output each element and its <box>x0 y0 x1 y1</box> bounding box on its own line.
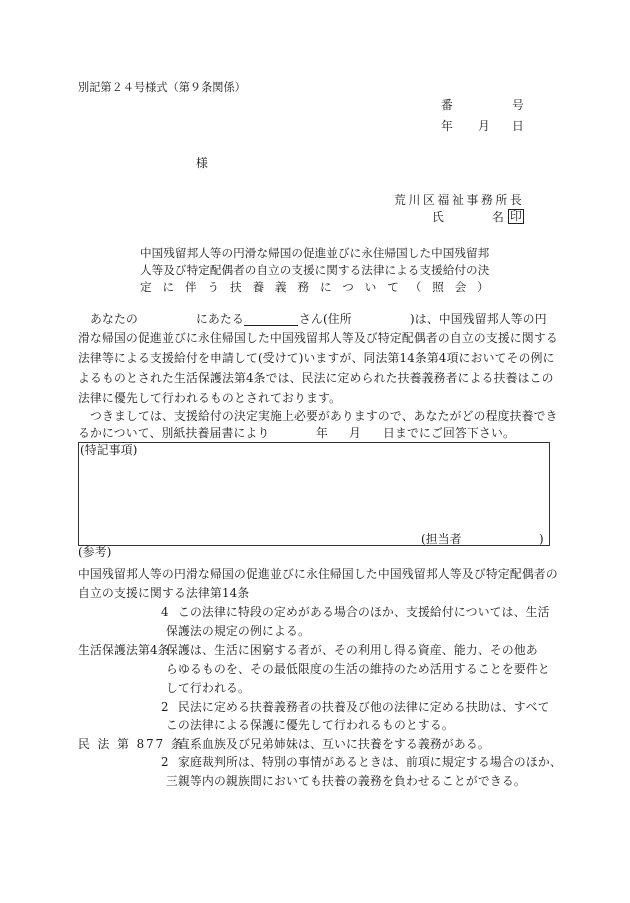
reference-heading: (参考) <box>78 545 112 559</box>
article14-4-line-2: 保護法の規定の例による。 <box>166 624 310 638</box>
article14-4-number: 4 <box>161 605 169 619</box>
welfare-art4-line-1: 保護は、生活に困窮する者が、その利用し得る資産、能力、その他あ <box>166 643 538 657</box>
staff-label-close: ) <box>539 532 544 546</box>
special-notes-label: (特記事項) <box>80 443 138 457</box>
body-line1-prefix: あなたの <box>90 312 138 326</box>
body-line1-address-close: )は、中国残留邦人等の円 <box>410 312 547 326</box>
date-year-label: 年 <box>441 119 453 133</box>
welfare-art4-2-line-1: 民法に定める扶養義務者の扶養及び他の法律に定める扶助は、すべて <box>178 700 550 714</box>
body-line-2: 滑な帰国の促進並びに永住帰国した中国残留邦人等及び特定配偶者の自立の支援に関する <box>78 331 558 345</box>
addressee-honorific: 様 <box>196 156 208 170</box>
article14-4-line-1: この法律に特段の定めがある場合のほか、支援給付については、生活 <box>178 605 550 619</box>
reply-year-label: 年 <box>316 426 328 440</box>
body-line-4: よるものとされた生活保護法第4条では、民法に定められた扶養義務者による扶養はこの <box>78 371 554 385</box>
body-line7-text: るかについて、別紙扶養届書により <box>78 426 270 440</box>
number-label-left: 番 <box>441 98 453 112</box>
body-line-6: つきましては、支援給付の決定実施上必要がありますので、あなたがどの程度扶養でき <box>90 409 558 423</box>
seal-box <box>508 209 524 224</box>
welfare-art4-2-line-2: この法律による保護に優先して行われるものとする。 <box>166 718 454 732</box>
body-line-3: 法律等による支援給付を申請して(受けて)いますが、同法第14条第4項においてその例に <box>78 351 555 365</box>
welfare-art4-title: 生活保護法第4条 <box>78 643 170 657</box>
seal-mark: 印 <box>510 209 522 223</box>
date-day-label: 日 <box>512 119 524 133</box>
sender-office: 荒川区福祉事務所長 <box>394 193 525 207</box>
body-line-5: 法律に優先して行われるものとされております。 <box>78 391 341 405</box>
civil-877-2-number: 2 <box>161 755 169 769</box>
title-line-1: 中国残留邦人等の円滑な帰国の促進並びに永住帰国した中国残留邦 <box>140 246 490 260</box>
name-blank-underline <box>244 325 298 326</box>
civil-877-text: 直系血族及び兄弟姉妹は、互いに扶養をする義務がある。 <box>178 737 490 751</box>
welfare-art4-2-number: 2 <box>161 700 169 714</box>
reply-day-rest: 日までにご回答下さい。 <box>383 426 515 440</box>
welfare-art4-line-2: らゆるものを、その最低限度の生活の維持のため活用することを要件と <box>166 662 550 676</box>
sender-name-label-right: 名 <box>492 210 504 224</box>
title-line-3: 定に伴う扶養義務について（照会） <box>140 280 500 294</box>
body-line1-relation: にあたる <box>196 312 244 326</box>
civil-877-title: 民 法 第 877 条 <box>78 737 185 751</box>
body-line1-name-suffix: さん(住所 <box>299 312 352 326</box>
sender-name-label-left: 氏 <box>432 210 444 224</box>
civil-877-2-line-1: 家庭裁判所は、特別の事情があるときは、前項に規定する場合のほか、 <box>178 755 562 769</box>
reply-month-label: 月 <box>349 426 361 440</box>
title-line-2: 人等及び特定配偶者の自立の支援に関する法律による支援給付の決 <box>140 263 490 277</box>
staff-label-open: (担当者 <box>421 532 462 546</box>
civil-877-2-line-2: 三親等内の親族間においても扶養の義務を負わせることができる。 <box>166 774 526 788</box>
welfare-art4-line-3: して行われる。 <box>166 681 250 695</box>
date-month-label: 月 <box>478 119 490 133</box>
special-notes-box <box>78 442 550 546</box>
form-label: 別記第２４号様式（第９条関係） <box>78 81 246 94</box>
reference-law-title-2: 自立の支援に関する法律第14条 <box>78 586 250 600</box>
reference-law-title-1: 中国残留邦人等の円滑な帰国の促進並びに永住帰国した中国残留邦人等及び特定配偶者の <box>78 567 558 581</box>
number-label-right: 号 <box>512 98 524 112</box>
